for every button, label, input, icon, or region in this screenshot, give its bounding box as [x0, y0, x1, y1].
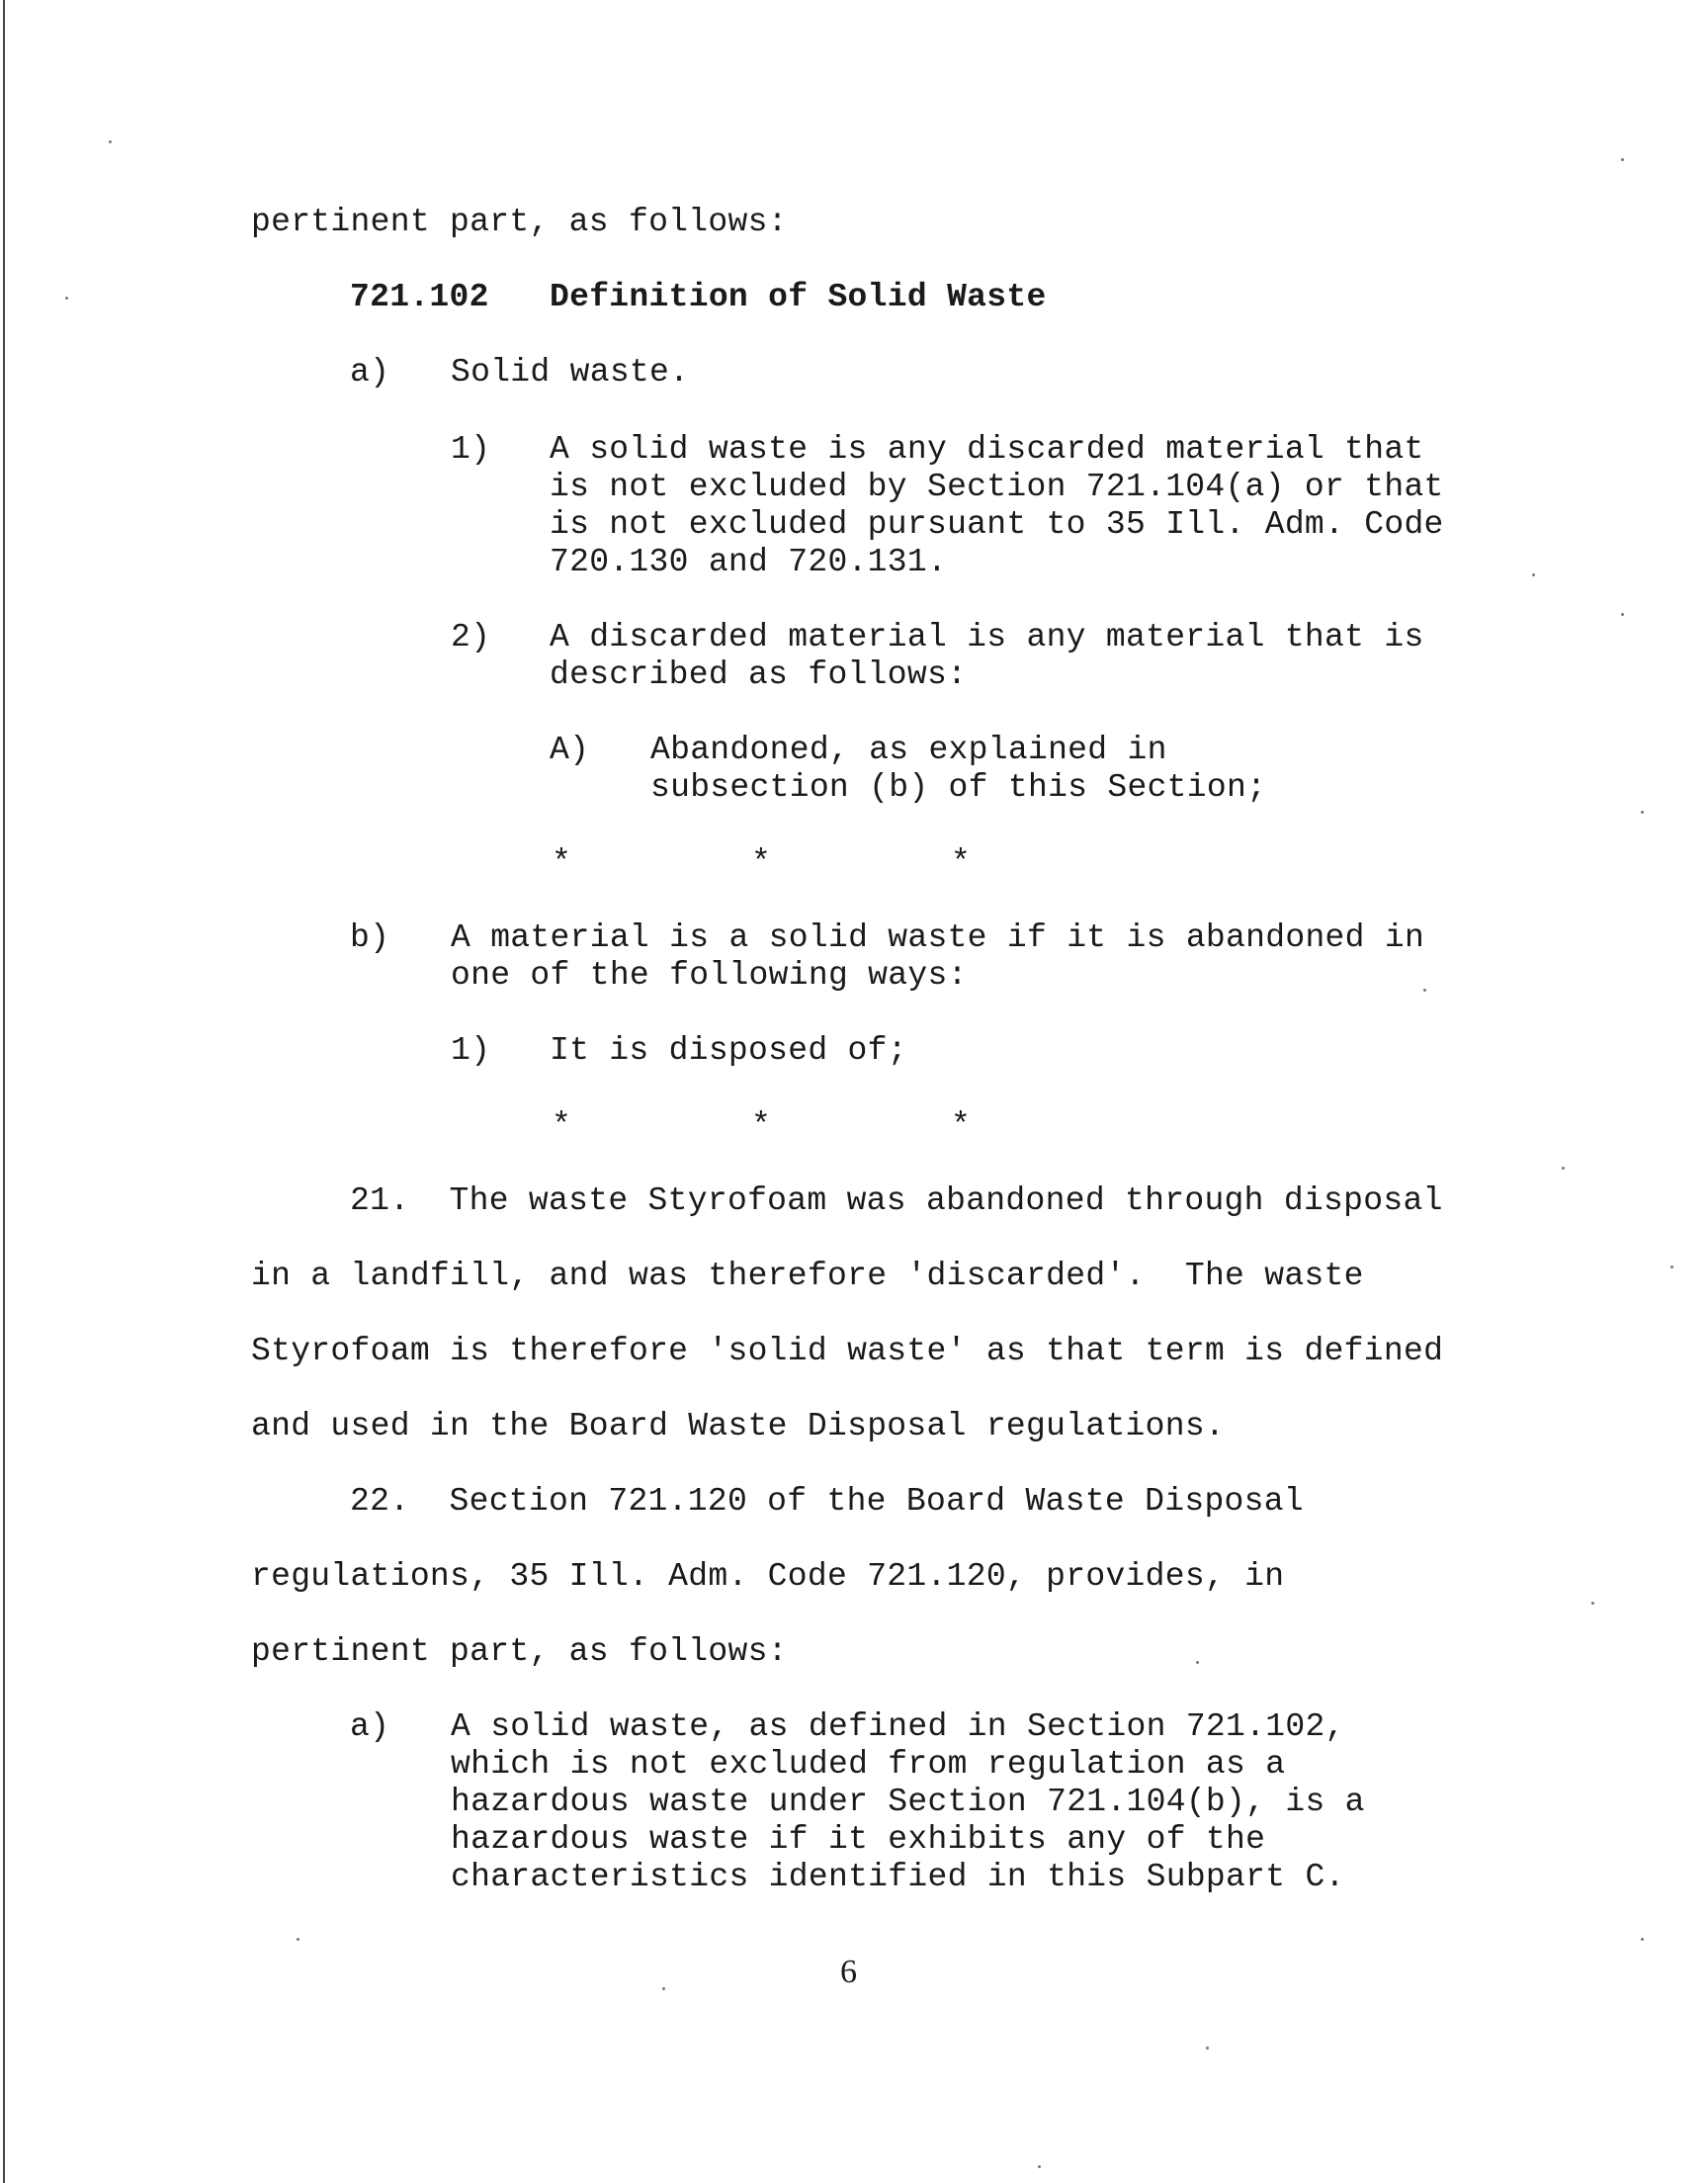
item-1-line: 720.130 and 720.131. — [550, 544, 948, 580]
scan-speck — [1038, 2165, 1041, 2168]
item-1-line: A solid waste is any discarded material that — [550, 431, 1424, 468]
intro-line: pertinent part, as follows: — [251, 204, 788, 240]
section-120-a-marker: a) — [350, 1708, 390, 1745]
subsection-b-marker: b) — [350, 919, 390, 956]
b-item-1-marker: 1) — [451, 1032, 491, 1069]
subsection-b-line: one of the following ways: — [451, 957, 968, 994]
section-120-a-line: A solid waste, as defined in Section 721.102, — [451, 1708, 1345, 1745]
ellipsis-star: * — [552, 844, 572, 881]
scan-speck — [1562, 1167, 1565, 1170]
ellipsis-star: * — [751, 1107, 772, 1144]
paragraph-22-line: pertinent part, as follows: — [251, 1633, 788, 1670]
item-2-line: A discarded material is any material that is — [550, 619, 1424, 655]
page-number: 6 — [840, 1954, 858, 1990]
item-1-line: is not excluded by Section 721.104(a) or that — [550, 469, 1444, 505]
item-A-marker: A) — [550, 732, 590, 768]
ellipsis-star: * — [951, 844, 972, 881]
section-120-a-line: which is not excluded from regulation as a — [451, 1746, 1286, 1783]
b-item-1-text: It is disposed of; — [550, 1032, 907, 1069]
paragraph-21-line: and used in the Board Waste Disposal regulations. — [251, 1408, 1226, 1444]
scan-speck — [1641, 1938, 1644, 1941]
section-120-a-line: hazardous waste if it exhibits any of the — [451, 1821, 1266, 1858]
scan-speck — [1621, 613, 1624, 616]
ellipsis-star: * — [751, 844, 772, 881]
item-1-marker: 1) — [451, 431, 491, 468]
paragraph-22-line: 22. Section 721.120 of the Board Waste Disposal — [350, 1483, 1304, 1520]
section-120-a-line: characteristics identified in this Subpart C. — [451, 1859, 1345, 1895]
section-title: Definition of Solid Waste — [550, 279, 1047, 315]
item-A-line: subsection (b) of this Section; — [650, 769, 1267, 806]
scan-speck — [1206, 2047, 1209, 2050]
ellipsis-star: * — [951, 1107, 972, 1144]
item-1-line: is not excluded pursuant to 35 Ill. Adm. Code — [550, 506, 1444, 543]
item-2-marker: 2) — [451, 619, 491, 655]
subsection-a-marker: a) — [350, 354, 390, 391]
item-A-line: Abandoned, as explained in — [650, 732, 1167, 768]
scan-speck — [1196, 1661, 1199, 1664]
scan-speck — [1670, 1266, 1673, 1268]
paragraph-21-line: Styrofoam is therefore 'solid waste' as that term is defined — [251, 1333, 1444, 1369]
left-margin-line — [3, 0, 5, 2183]
section-number: 721.102 — [350, 279, 489, 315]
item-2-line: described as follows: — [550, 656, 968, 693]
subsection-b-line: A material is a solid waste if it is abandoned in — [451, 919, 1425, 956]
ellipsis-star: * — [552, 1107, 572, 1144]
section-120-a-line: hazardous waste under Section 721.104(b), is a — [451, 1784, 1365, 1820]
paragraph-21-line: in a landfill, and was therefore 'discarded'. The waste — [251, 1258, 1364, 1294]
scan-speck — [1423, 989, 1426, 992]
scan-speck — [65, 297, 68, 300]
scan-speck — [109, 140, 112, 143]
scan-speck — [1532, 573, 1535, 576]
paragraph-21-line: 21. The waste Styrofoam was abandoned through disposal — [350, 1182, 1443, 1219]
scan-speck — [1621, 158, 1624, 161]
scan-speck — [1591, 1602, 1594, 1605]
paragraph-22-line: regulations, 35 Ill. Adm. Code 721.120, provides, in — [251, 1558, 1285, 1595]
subsection-a-text: Solid waste. — [451, 354, 690, 391]
scan-speck — [297, 1938, 299, 1941]
scan-speck — [662, 1987, 665, 1990]
scan-speck — [1641, 811, 1644, 814]
